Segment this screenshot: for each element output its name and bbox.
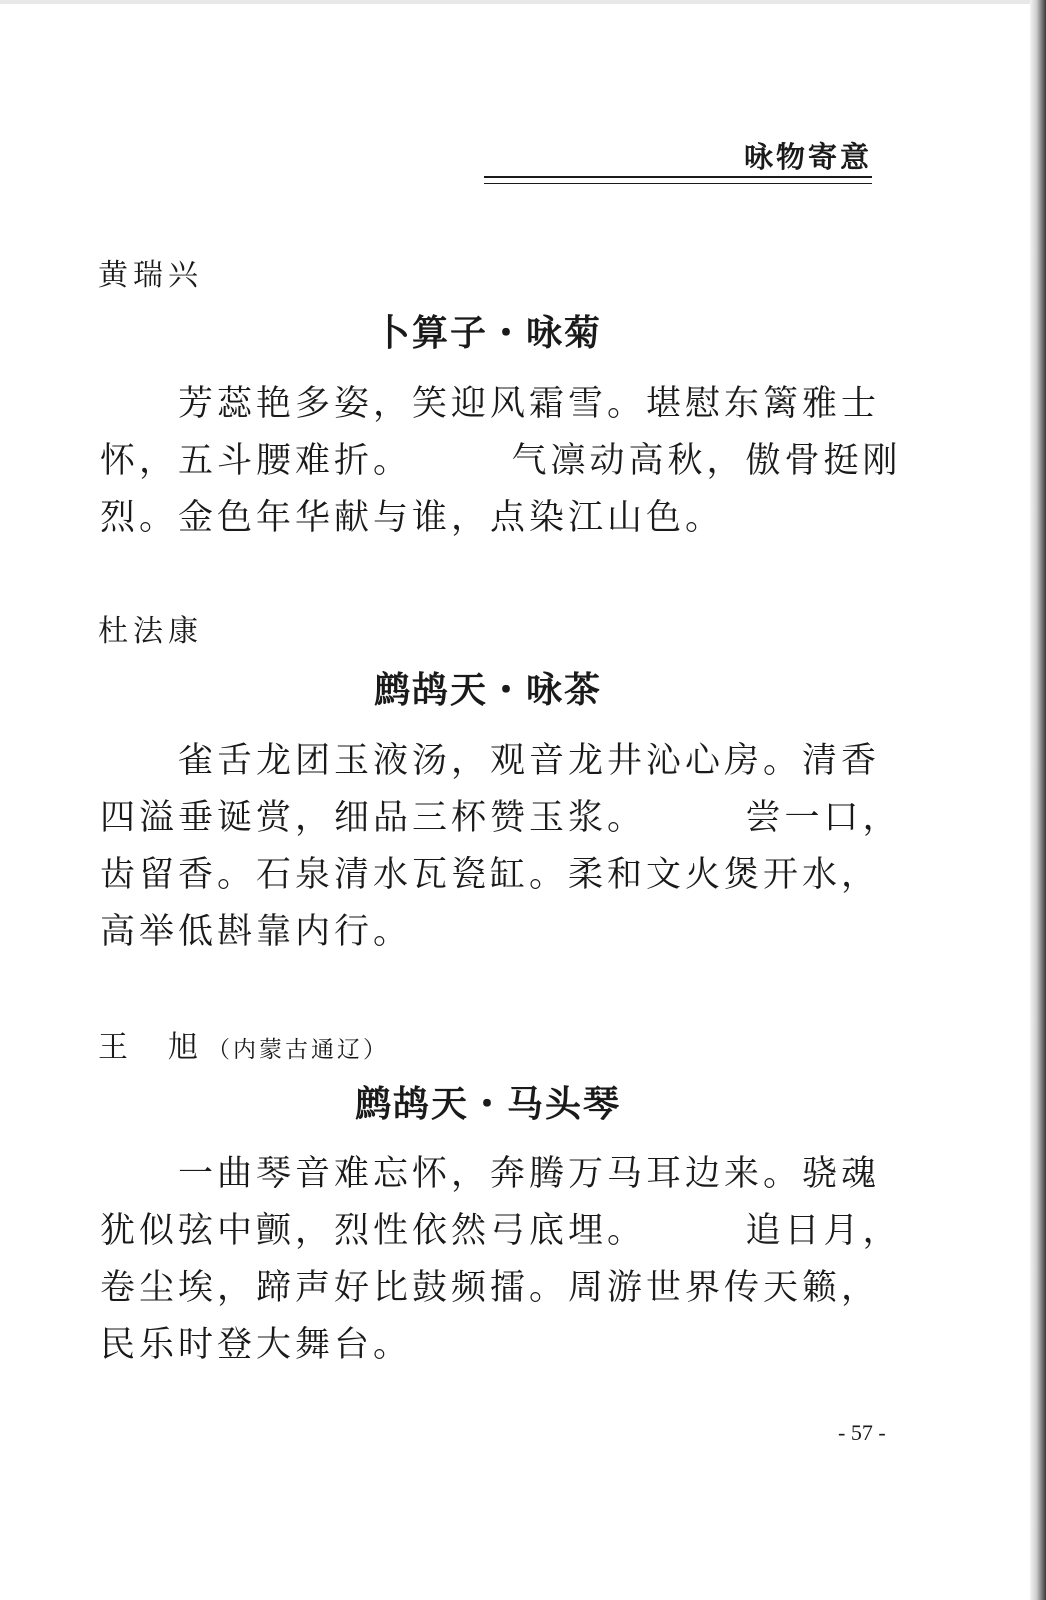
poem-2-author-name: 杜法康	[98, 614, 203, 649]
poem-3-line: 一曲琴音难忘怀，奔腾万马耳边来。骁魂	[100, 1154, 881, 1194]
poem-2-body	[100, 733, 902, 961]
poem-1-line: 烈。金色年华献与谁，点染江山色。	[100, 498, 725, 538]
running-head-rule	[484, 176, 872, 184]
poem-1-author	[98, 250, 207, 294]
poem-1-line: 怀，五斗腰难折。 气凛动高秋，傲骨挺刚	[100, 441, 902, 481]
poem-3-author-note: （内蒙古通辽）	[207, 1037, 389, 1063]
poem-3-author	[98, 1022, 389, 1066]
running-head: 咏物寄意	[743, 140, 872, 174]
poem-3-title: 鹧鸪天・马头琴	[354, 1083, 621, 1125]
poem-1-line: 芳蕊艳多姿，笑迎风霜雪。堪慰东篱雅士	[100, 384, 881, 424]
poem-1-title: 卜算子・咏菊	[373, 312, 602, 354]
poem-3-body	[100, 1146, 902, 1374]
poem-3-line: 民乐时登大舞台。	[100, 1325, 413, 1365]
poem-3-author-name: 王 旭	[98, 1030, 203, 1065]
poem-3-line: 卷尘埃，蹄声好比鼓频擂。周游世界传天籁，	[100, 1268, 881, 1308]
page-number: - 57 -	[838, 1420, 886, 1445]
poem-2-line: 高举低斟靠内行。	[100, 912, 413, 952]
poem-2-author	[98, 606, 207, 650]
poem-3-line: 犹似弦中颤，烈性依然弓底埋。 追日月，	[100, 1211, 902, 1251]
poem-2-line: 齿留香。石泉清水瓦瓷缸。柔和文火煲开水，	[100, 855, 881, 895]
poem-1-body	[100, 376, 902, 547]
poem-2-title: 鹧鸪天・咏茶	[373, 669, 602, 711]
poem-2-line: 雀舌龙团玉液汤，观音龙井沁心房。清香	[100, 741, 881, 781]
poem-2-line: 四溢垂诞赏，细品三杯赞玉浆。 尝一口，	[100, 798, 902, 838]
scan-top-edge	[0, 0, 1046, 4]
poem-1-author-name: 黄瑞兴	[98, 258, 203, 293]
scan-right-edge	[1030, 0, 1046, 1600]
